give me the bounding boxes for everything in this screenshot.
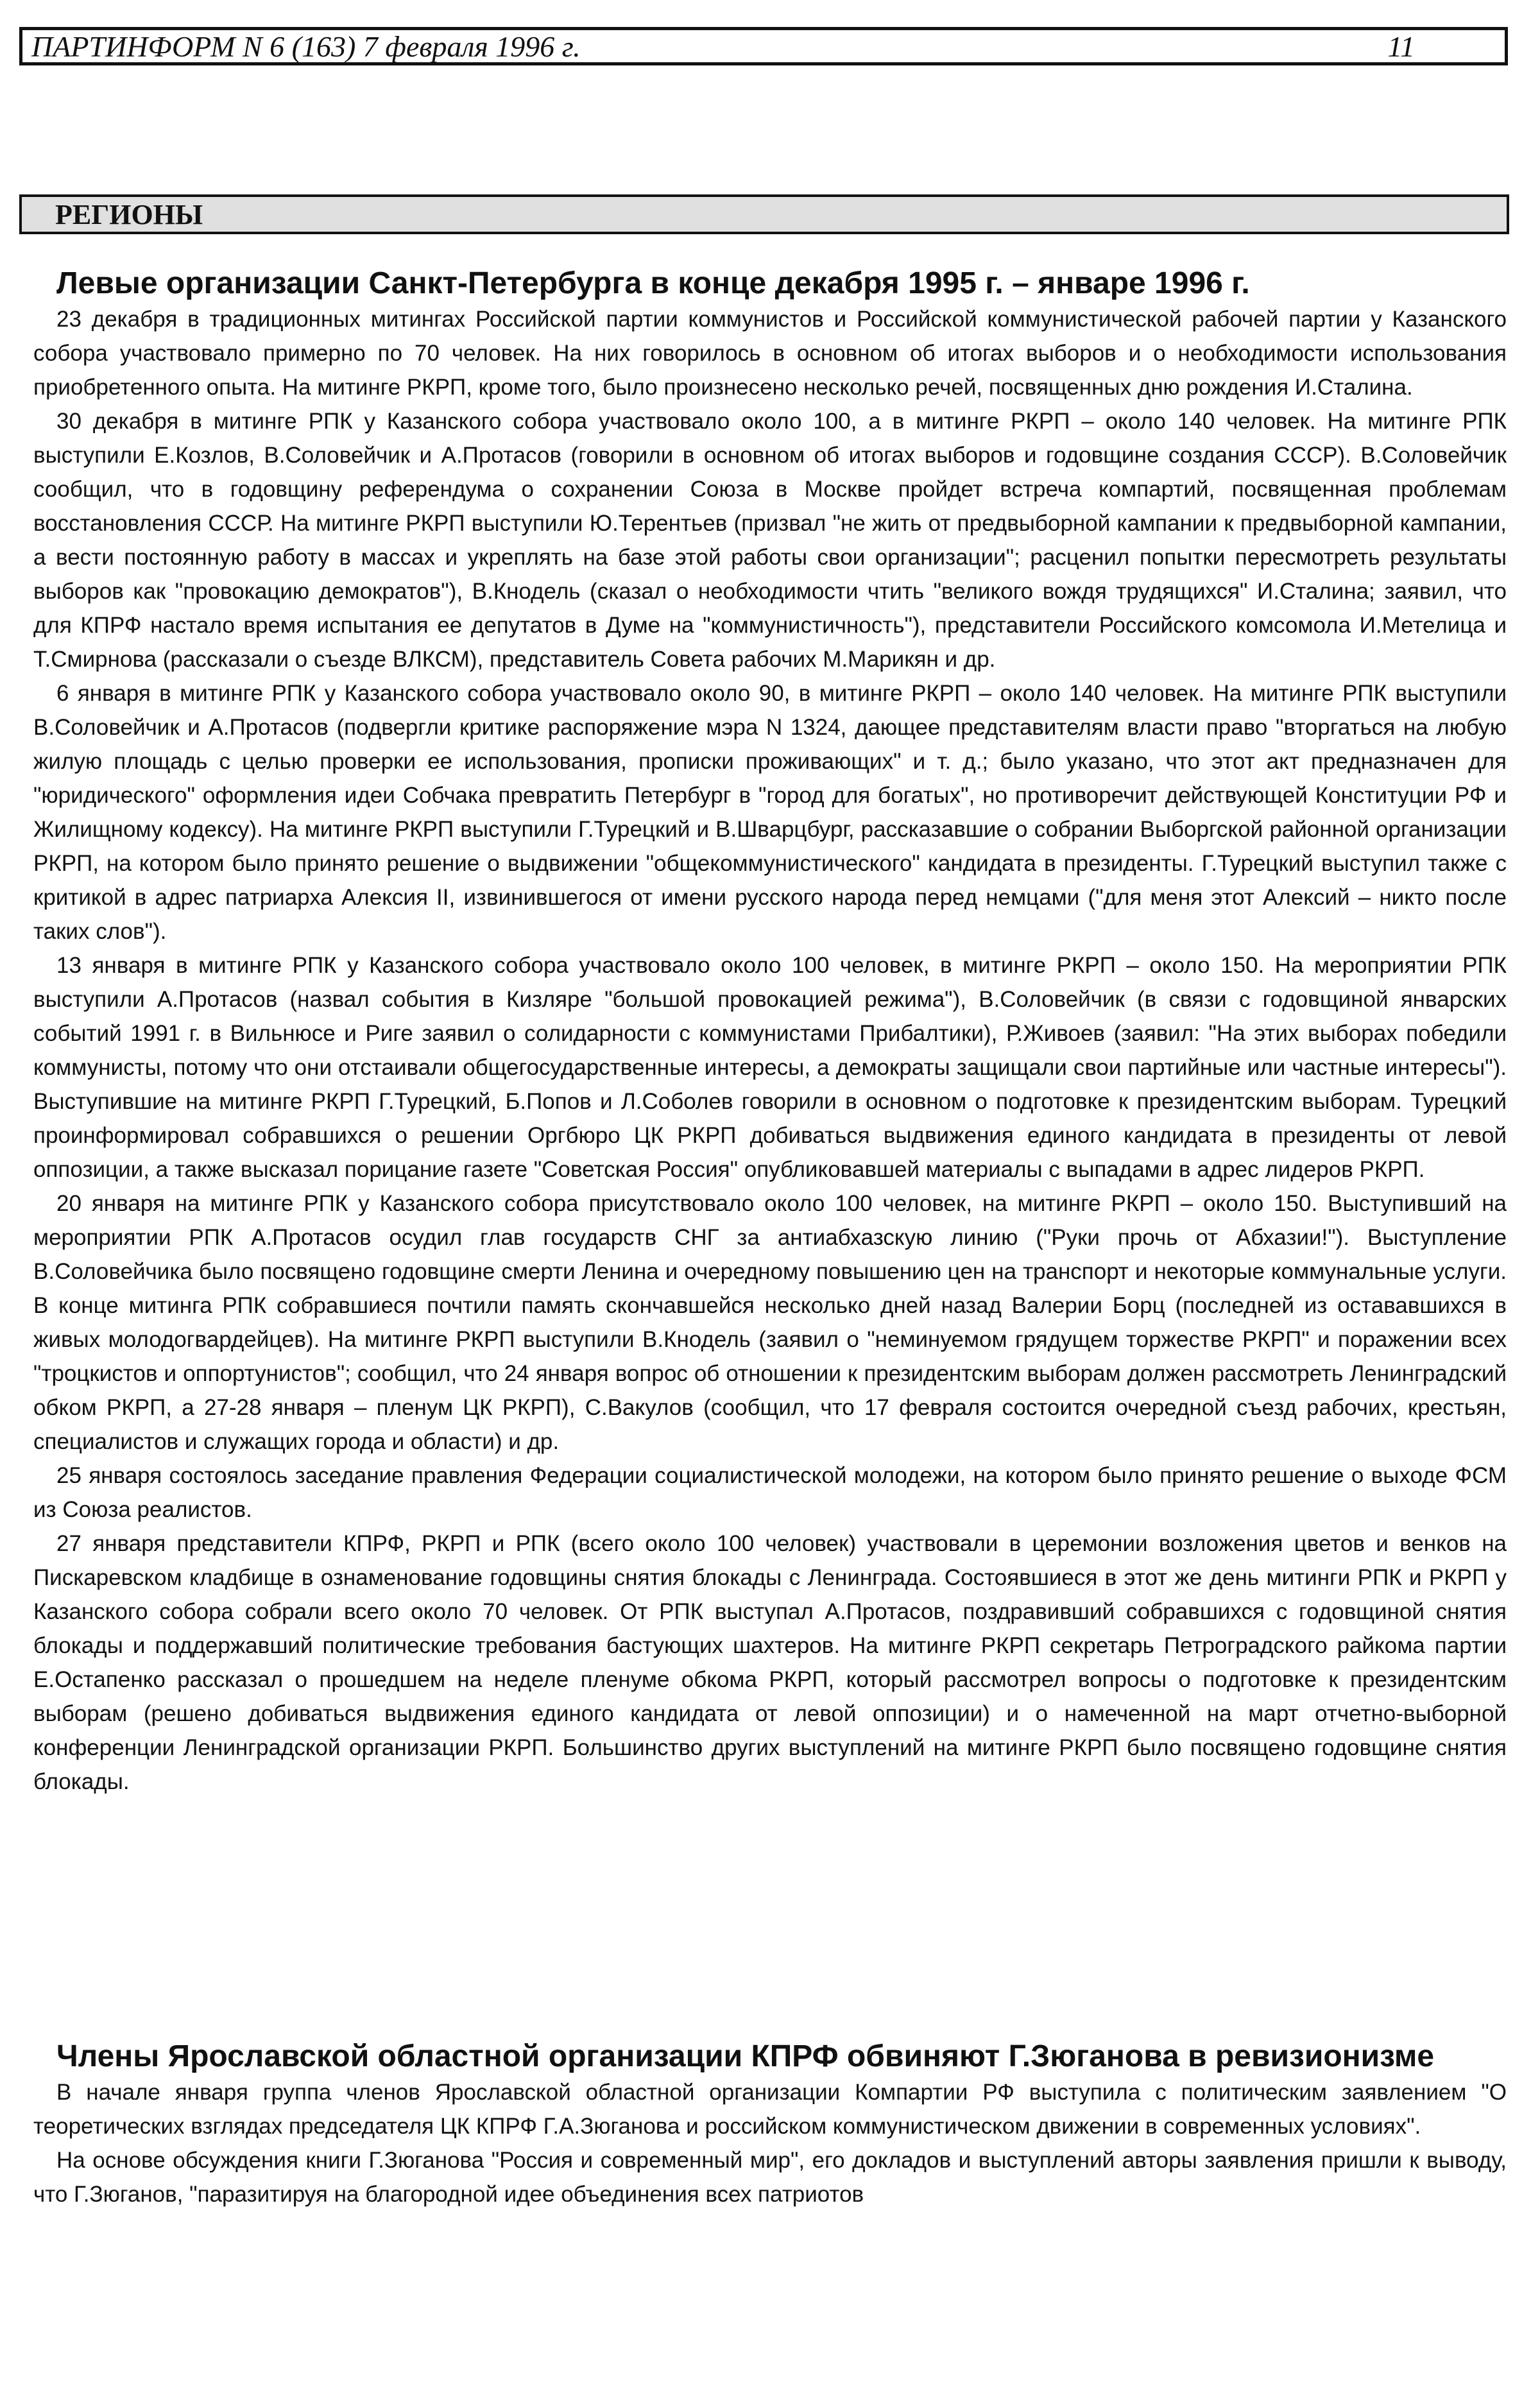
article-paragraph: 6 января в митинге РПК у Казанского собора участвовало около 90, в митинге РКРП – около 140 человек. На митинге РПК выступили В.Соловейчик и А.Протасов (подвергли критике распоряжение мэра N 1324, дающее представителям власти право "вторгаться на любую жилую площадь с целью проверки ее использования, прописки проживающих" и т. д.; было указано, что этот акт предназначен для "юридического" оформления идеи Собчака превратить Петербург в "город для богатых", но противоречит действующей Конституции РФ и Жилищному кодексу). На митинге РКРП выступили Г.Турецкий и В.Шварцбург, рассказавшие о собрании Выборгской районной организации РКРП, на котором было принято решение о выдвижении "общекоммунистического" кандидата в президенты. Г.Турецкий выступил также с критикой в адрес патриарха Алексия II, извинившегося от имени русского народа перед немцами ("для меня этот Алексий – никто после таких слов"). (33, 681, 1507, 944)
section-title: РЕГИОНЫ (55, 198, 203, 230)
page-header (19, 27, 1508, 65)
article-paragraph: 27 января представители КПРФ, РКРП и РПК (всего около 100 человек) участвовали в церемонии возложения цветов и венков на Пискаревском кладбище в ознаменование годовщины снятия блокады с Ленинграда. Состоявшиеся в этот же день митинги РПК и РКРП у Казанского собора собрали всего около 70 человек. От РПК выступал А.Протасов, поздравивший собравшихся с годовщиной снятия блокады и поддержавший политические требования бастующих шахтеров. На митинге РКРП секретарь Петроградского райкома партии Е.Остапенко рассказал о прошедшем на неделе пленуме обкома РКРП, который рассмотрел вопросы о подготовке к президентским выборам (решено добиваться выдвижения единого кандидата от левой оппозиции) и о намеченной на март отчетно-выборной конференции Ленинградской организации РКРП. Большинство других выступлений на митинге РКРП было посвящено годовщине снятия блокады. (33, 1531, 1507, 1794)
article-paragraph: 13 января в митинге РПК у Казанского собора участвовало около 100 человек, в митинге РКРП – около 150. На мероприятии РПК выступили А.Протасов (назвал события в Кизляре "большой провокацией режима"), В.Соловейчик (в связи с годовщиной январских событий 1991 г. в Вильнюсе и Риге заявил о солидарности с коммунистами Прибалтики), Р.Живоев (заявил: "На этих выборах победили коммунисты, потому что они отстаивали общегосударственные интересы, а демократы защищали свои партийные или частные интересы"). Выступившие на митинге РКРП Г.Турецкий, Б.Попов и Л.Соболев говорили в основном о подготовке к президентским выборам. Турецкий проинформировал собравшихся о решении Оргбюро ЦК РКРП добиваться выдвижения единого кандидата в президенты от левой оппозиции, а также высказал порицание газете "Советская Россия" опубликовавшей материалы с выпадами в адрес лидеров РКРП. (33, 953, 1507, 1182)
article-title: Левые организации Санкт-Петербурга в конце декабря 1995 г. – январе 1996 г. (56, 266, 1250, 300)
article-paragraph: На основе обсуждения книги Г.Зюганова "Россия и современный мир", его докладов и выступлений авторы заявления пришли к выводу, что Г.Зюганов, "паразитируя на благородной идее объединения всех патриотов (33, 2148, 1507, 2207)
article-title: Члены Ярославской областной организации КПРФ обвиняют Г.Зюганова в ревизионизме (56, 2039, 1435, 2073)
page-number: 11 (1387, 30, 1415, 63)
article-yaroslavl-kprf (33, 2038, 1507, 2211)
article-paragraph: 30 декабря в митинге РПК у Казанского собора участвовало около 100, а в митинге РКРП – около 140 человек. На митинге РПК выступили Е.Козлов, В.Соловейчик и А.Протасов (говорили в основном об итогах выборов и годовщине создания СССР). В.Соловейчик сообщил, что в годовщину референдума о сохранении Союза в Москве пройдет встреча компартий, посвященная проблемам восстановления СССР. На митинге РКРП выступили Ю.Терентьев (призвал "не жить от предвыборной кампании к предвыборной кампании, а вести постоянную работу в массах и укреплять на базе этой работы свои организации"; расценил попытки пересмотреть результаты выборов как "провокацию демократов"), В.Кнодель (сказал о необходимости чтить "великого вождя трудящихся" И.Сталина; заявил, что для КПРФ настало время испытания ее депутатов в Думе на "коммунистичность"), представители Российского комсомола И.Метелица и Т.Смирнова (рассказали о съезде ВЛКСМ), представитель Совета рабочих М.Марикян и др. (33, 409, 1507, 672)
section-heading (19, 194, 1509, 234)
article-spb-left-organizations (33, 265, 1507, 1799)
article-paragraph: 25 января состоялось заседание правления Федерации социалистической молодежи, на котором было принято решение о выходе ФСМ из Союза реалистов. (33, 1463, 1507, 1522)
publication-title: ПАРТИНФОРМ N 6 (163) 7 февраля 1996 г. (31, 30, 581, 63)
article-paragraph: 20 января на митинге РПК у Казанского собора присутствовало около 100 человек, на митинге РКРП – около 150. Выступивший на мероприятии РПК А.Протасов осудил глав государств СНГ за антиабхазскую линию ("Руки прочь от Абхазии!"). Выступление В.Соловейчика было посвящено годовщине смерти Ленина и очередному повышению цен на транспорт и некоторые коммунальные услуги. В конце митинга РПК собравшиеся почтили память скончавшейся несколько дней назад Валерии Борц (последней из остававшихся в живых молодогвардейцев). На митинге РКРП выступили В.Кнодель (заявил о "неминуемом грядущем торжестве РКРП" и поражении всех "троцкистов и оппортунистов"; сообщил, что 24 января вопрос об отношении к президентским выборам должен рассмотреть Ленинградский обком РКРП, а 27-28 января – пленум ЦК РКРП), С.Вакулов (сообщил, что 17 февраля состоится очередной съезд рабочих, крестьян, специалистов и служащих города и области) и др. (33, 1191, 1507, 1454)
article-paragraph: 23 декабря в традиционных митингах Российской партии коммунистов и Российской коммунистической рабочей партии у Казанского собора участвовало примерно по 70 человек. На них говорилось в основном об итогах выборов и о необходимости использования приобретенного опыта. На митинге РКРП, кроме того, было произнесено несколько речей, посвященных дню рождения И.Сталина. (33, 307, 1507, 400)
article-paragraph: В начале января группа членов Ярославской областной организации Компартии РФ выступила с политическим заявлением "О теоретических взглядах председателя ЦК КПРФ Г.А.Зюганова и российском коммунистическом движении в современных условиях". (33, 2080, 1507, 2139)
